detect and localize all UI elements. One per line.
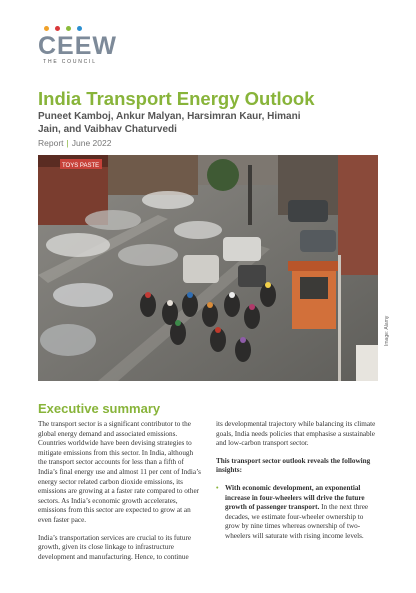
report-date: June 2022: [71, 138, 112, 148]
paragraph: its developmental trajectory while balancing its climate goals, India needs policies that emphasise a sustainable and low-carbon transport sector.: [216, 420, 376, 448]
bullet-bold-text: With economic development, an exponential increase in four-wheelers will drive the future growth of passenger transport.: [225, 483, 365, 512]
section-heading: Executive summary: [38, 401, 161, 416]
logo-dot: [55, 26, 60, 31]
body-column-right: [216, 420, 378, 550]
bullet-text: In the next three decades, we estimate four-wheeler ownership to grow by nine times whereas ownership of two-wheelers will saturate with rising income levels.: [225, 503, 369, 540]
bullet-icon: •: [216, 483, 219, 492]
insight-bullet: [216, 484, 378, 542]
logo-subtitle: THE COUNCIL: [43, 59, 97, 65]
logo-dot: [44, 26, 49, 31]
traffic-scene-illustration: [38, 155, 378, 381]
paragraph: The transport sector is a significant contributor to the global energy demand and associated emissions. Countries worldwide have been devising strategies to mitigate emissions from this sector. In India, although the transport sector accounts for less than a fifth of India’s final energy use and almost 11 per cent of India’s energy sector related carbon dioxide emissions, its emissions are growing at a faster rate compared to other sectors. As India’s economic growth accelerates, emissions from this sector are expected to grow at an even faster pace.: [38, 420, 201, 524]
meta-separator: |: [66, 138, 69, 148]
report-meta: [38, 138, 111, 148]
paragraph: India’s transportation services are crucial to its future growth, given its close linkage to infrastructure development and manufacturing. Hence, to continue: [38, 533, 192, 561]
cover-photo-traffic: [38, 155, 378, 381]
logo-dot: [66, 26, 71, 31]
shop-sign: TOYS PASTE: [62, 163, 100, 169]
image-credit: Image: Alamy: [384, 315, 390, 346]
report-type: Report: [38, 138, 64, 148]
insights-lead: This transport sector outlook reveals the following insights:: [216, 456, 371, 475]
author-list: Puneet Kamboj, Ankur Malyan, Harsimran Kaur, Himani Jain, and Vaibhav Chaturvedi: [38, 111, 301, 135]
body-column-left: [38, 420, 201, 570]
logo-wordmark: CEEW: [38, 32, 117, 60]
report-title: India Transport Energy Outlook: [38, 88, 315, 109]
ceew-logo: [38, 26, 117, 65]
logo-dot: [77, 26, 82, 31]
